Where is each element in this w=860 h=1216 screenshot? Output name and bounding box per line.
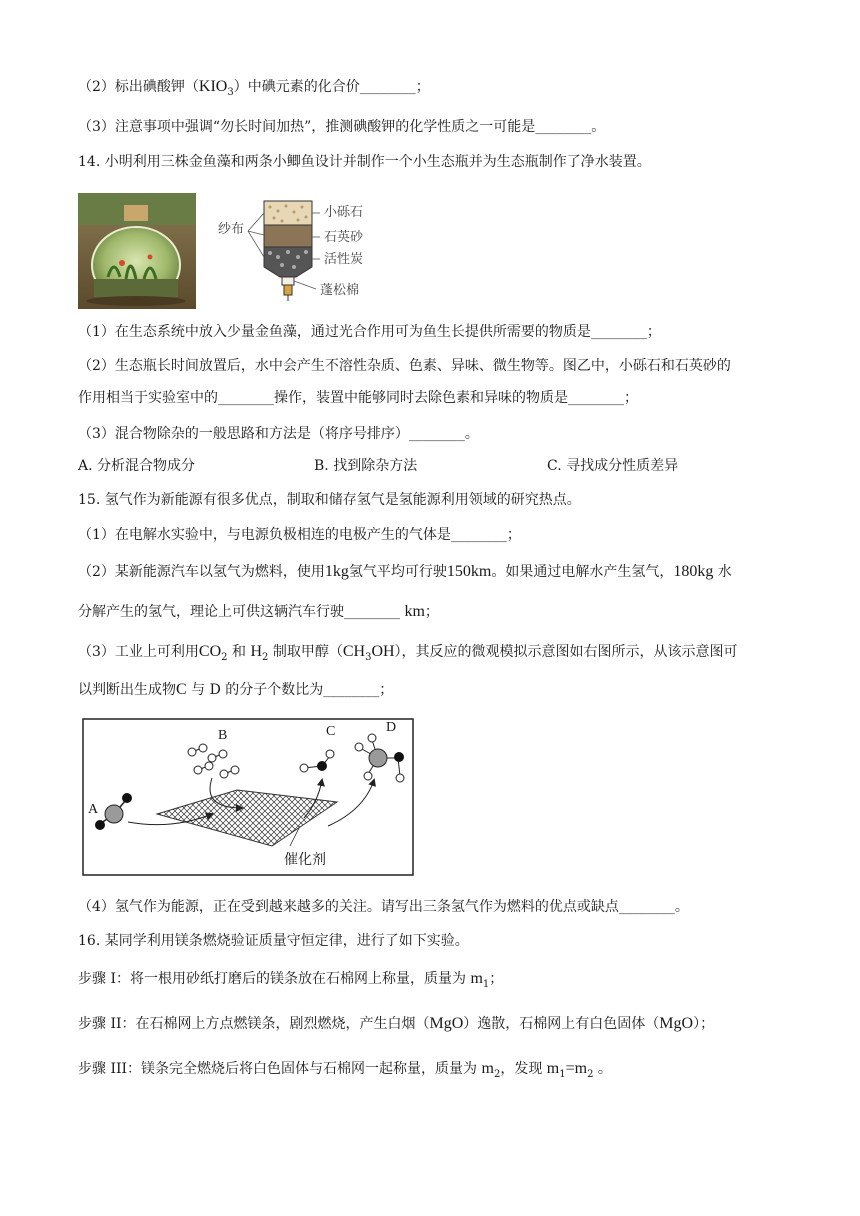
diagram-label-d: D	[386, 720, 397, 735]
q14-option-b: B. 找到除杂方法	[314, 458, 418, 474]
diagram-label-c: C	[326, 724, 336, 739]
q14-part2-line1: （2）生态瓶长时间放置后，水中会产生不溶性杂质、色素、异味、微生物等。图乙中，小砾石和石英砂的	[78, 358, 731, 374]
reaction-micro-diagram	[82, 718, 414, 876]
label-gravel: 小砾石	[324, 205, 364, 220]
ecological-bottle-photo	[78, 193, 196, 309]
q15-part3-line1: （3）工业上可利用$CO_2$ 和 $H_2$ 制取甲醇$(CH_3OH)$，其反应的微观模拟示意图如右图所示，从该示意图可	[78, 643, 738, 663]
label-quartz-sand: 石英砂	[324, 230, 364, 245]
q14-part1: （1）在生态系统中放入少量金鱼藻，通过光合作用可为鱼生长提供所需要的物质是________；	[78, 324, 661, 340]
q14-option-a: A. 分析混合物成分	[78, 458, 196, 474]
q15-part3-line2: 以判断出生成物C 与 D 的分子个数比为________；	[78, 681, 394, 698]
q15-stem: 15. 氢气作为新能源有很多优点，制取和储存氢气是氢能源利用领域的研究热点。	[78, 492, 581, 508]
label-cloth: 纱布	[218, 222, 245, 237]
q13-part3: （3）注意事项中强调“勿长时间加热”，推测碘酸钾的化学性质之一可能是________。	[78, 119, 606, 135]
q15-part2-line1: （2）某新能源汽车以氢气为燃料，使用1kg氢气平均可行驶150km。如果通过电解水产生氢气，180kg 水	[78, 563, 732, 580]
q14-option-c: C. 寻找成分性质差异	[547, 458, 679, 474]
label-activated-carbon: 活性炭	[324, 252, 364, 267]
q15-part4: （4）氢气作为能源，正在受到越来越多的关注。请写出三条氢气作为燃料的优点或缺点________。	[78, 899, 689, 915]
diagram-label-catalyst: 催化剂	[284, 852, 326, 868]
water-filter-diagram	[212, 195, 392, 305]
diagram-label-b: B	[218, 728, 228, 743]
label-cotton: 蓬松棉	[320, 283, 360, 298]
q14-part3: （3）混合物除杂的一般思路和方法是（将序号排序）________。	[78, 426, 479, 442]
diagram-label-a: A	[88, 802, 99, 817]
q16-stem: 16. 某同学利用镁条燃烧验证质量守恒定律，进行了如下实验。	[78, 933, 469, 949]
q16-step1: 步骤 I：将一根用砂纸打磨后的镁条放在石棉网上称量，质量为 $m_1$；	[78, 970, 504, 990]
q15-part1: （1）在电解水实验中，与电源负极相连的电极产生的气体是________；	[78, 527, 521, 543]
q16-step2: 步骤 II：在石棉网上方点燃镁条，剧烈燃烧，产生白烟（MgO）逸散，石棉网上有白色固体（MgO）；	[78, 1015, 715, 1032]
q15-part2-line2: 分解产生的氢气，理论上可供这辆汽车行驶________ km；	[78, 603, 439, 620]
q14-stem: 14. 小明利用三株金鱼藻和两条小鲫鱼设计并制作一个小生态瓶并为生态瓶制作了净水装置。	[78, 154, 651, 170]
q16-step3: 步骤 III：镁条完全燃烧后将白色固体与石棉网一起称量，质量为 $m_2$，发现 $m_1=m_2$ 。	[78, 1060, 612, 1080]
q13-part2: （2）标出碘酸钾$(KIO_3)$中碘元素的化合价________；	[78, 78, 430, 98]
q14-part2-line2: 作用相当于实验室中的________操作，装置中能够同时去除色素和异味的物质是________；	[78, 390, 638, 406]
